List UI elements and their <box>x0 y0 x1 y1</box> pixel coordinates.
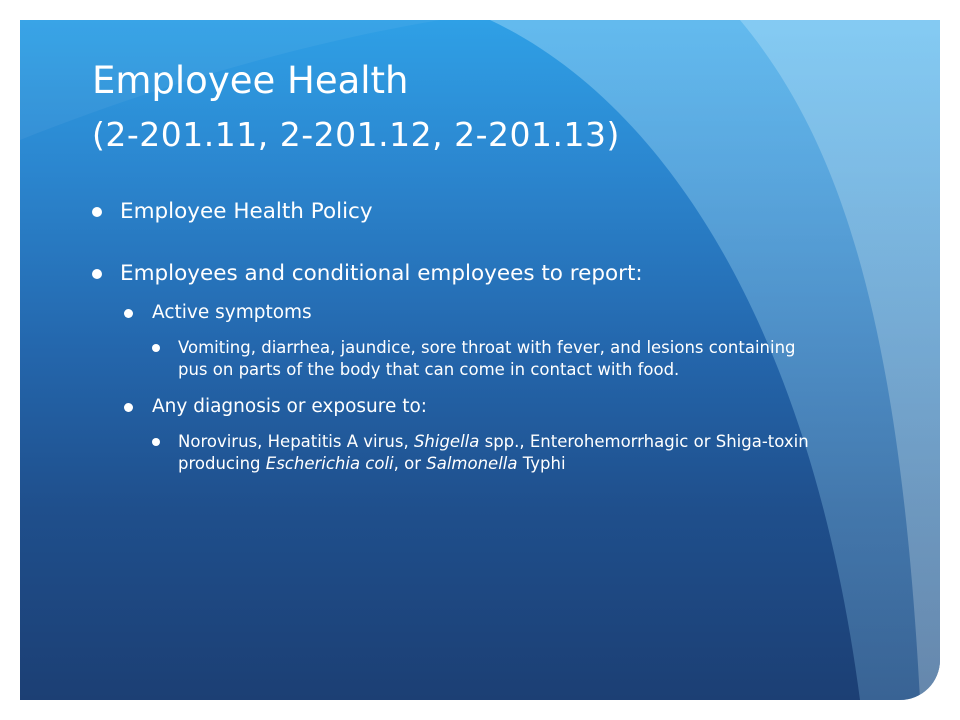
slide-content <box>92 198 852 475</box>
pathogen-text-3: , or <box>393 454 427 473</box>
sub-bullet-active-symptoms: Active symptoms <box>124 300 852 326</box>
pathogen-ecoli: Escherichia coli <box>265 454 394 473</box>
bullet-employee-health-policy: Employee Health Policy <box>92 198 852 226</box>
pathogen-salmonella: Salmonella <box>426 454 518 473</box>
bullet-report: Employees and conditional employees to report: <box>92 260 852 288</box>
title-line-2: (2-201.11, 2-201.12, 2-201.13) <box>92 115 620 154</box>
title-line-1: Employee Health <box>92 59 409 102</box>
pathogen-text-1: Norovirus, Hepatitis A virus, <box>178 432 414 451</box>
pathogen-shigella: Shigella <box>413 432 480 451</box>
detail-symptoms: Vomiting, diarrhea, jaundice, sore throat with fever, and lesions containing pus on parts of the body that can come in contact with food. <box>152 337 818 381</box>
detail-pathogens <box>152 431 818 475</box>
slide <box>20 20 940 700</box>
pathogen-text-2: spp., Enterohemorrhagic or Shiga-toxin producing <box>178 432 809 473</box>
slide-title <box>92 54 872 162</box>
sub-bullet-diagnosis-exposure: Any diagnosis or exposure to: <box>124 394 852 420</box>
pathogen-text-4: Typhi <box>517 454 566 473</box>
